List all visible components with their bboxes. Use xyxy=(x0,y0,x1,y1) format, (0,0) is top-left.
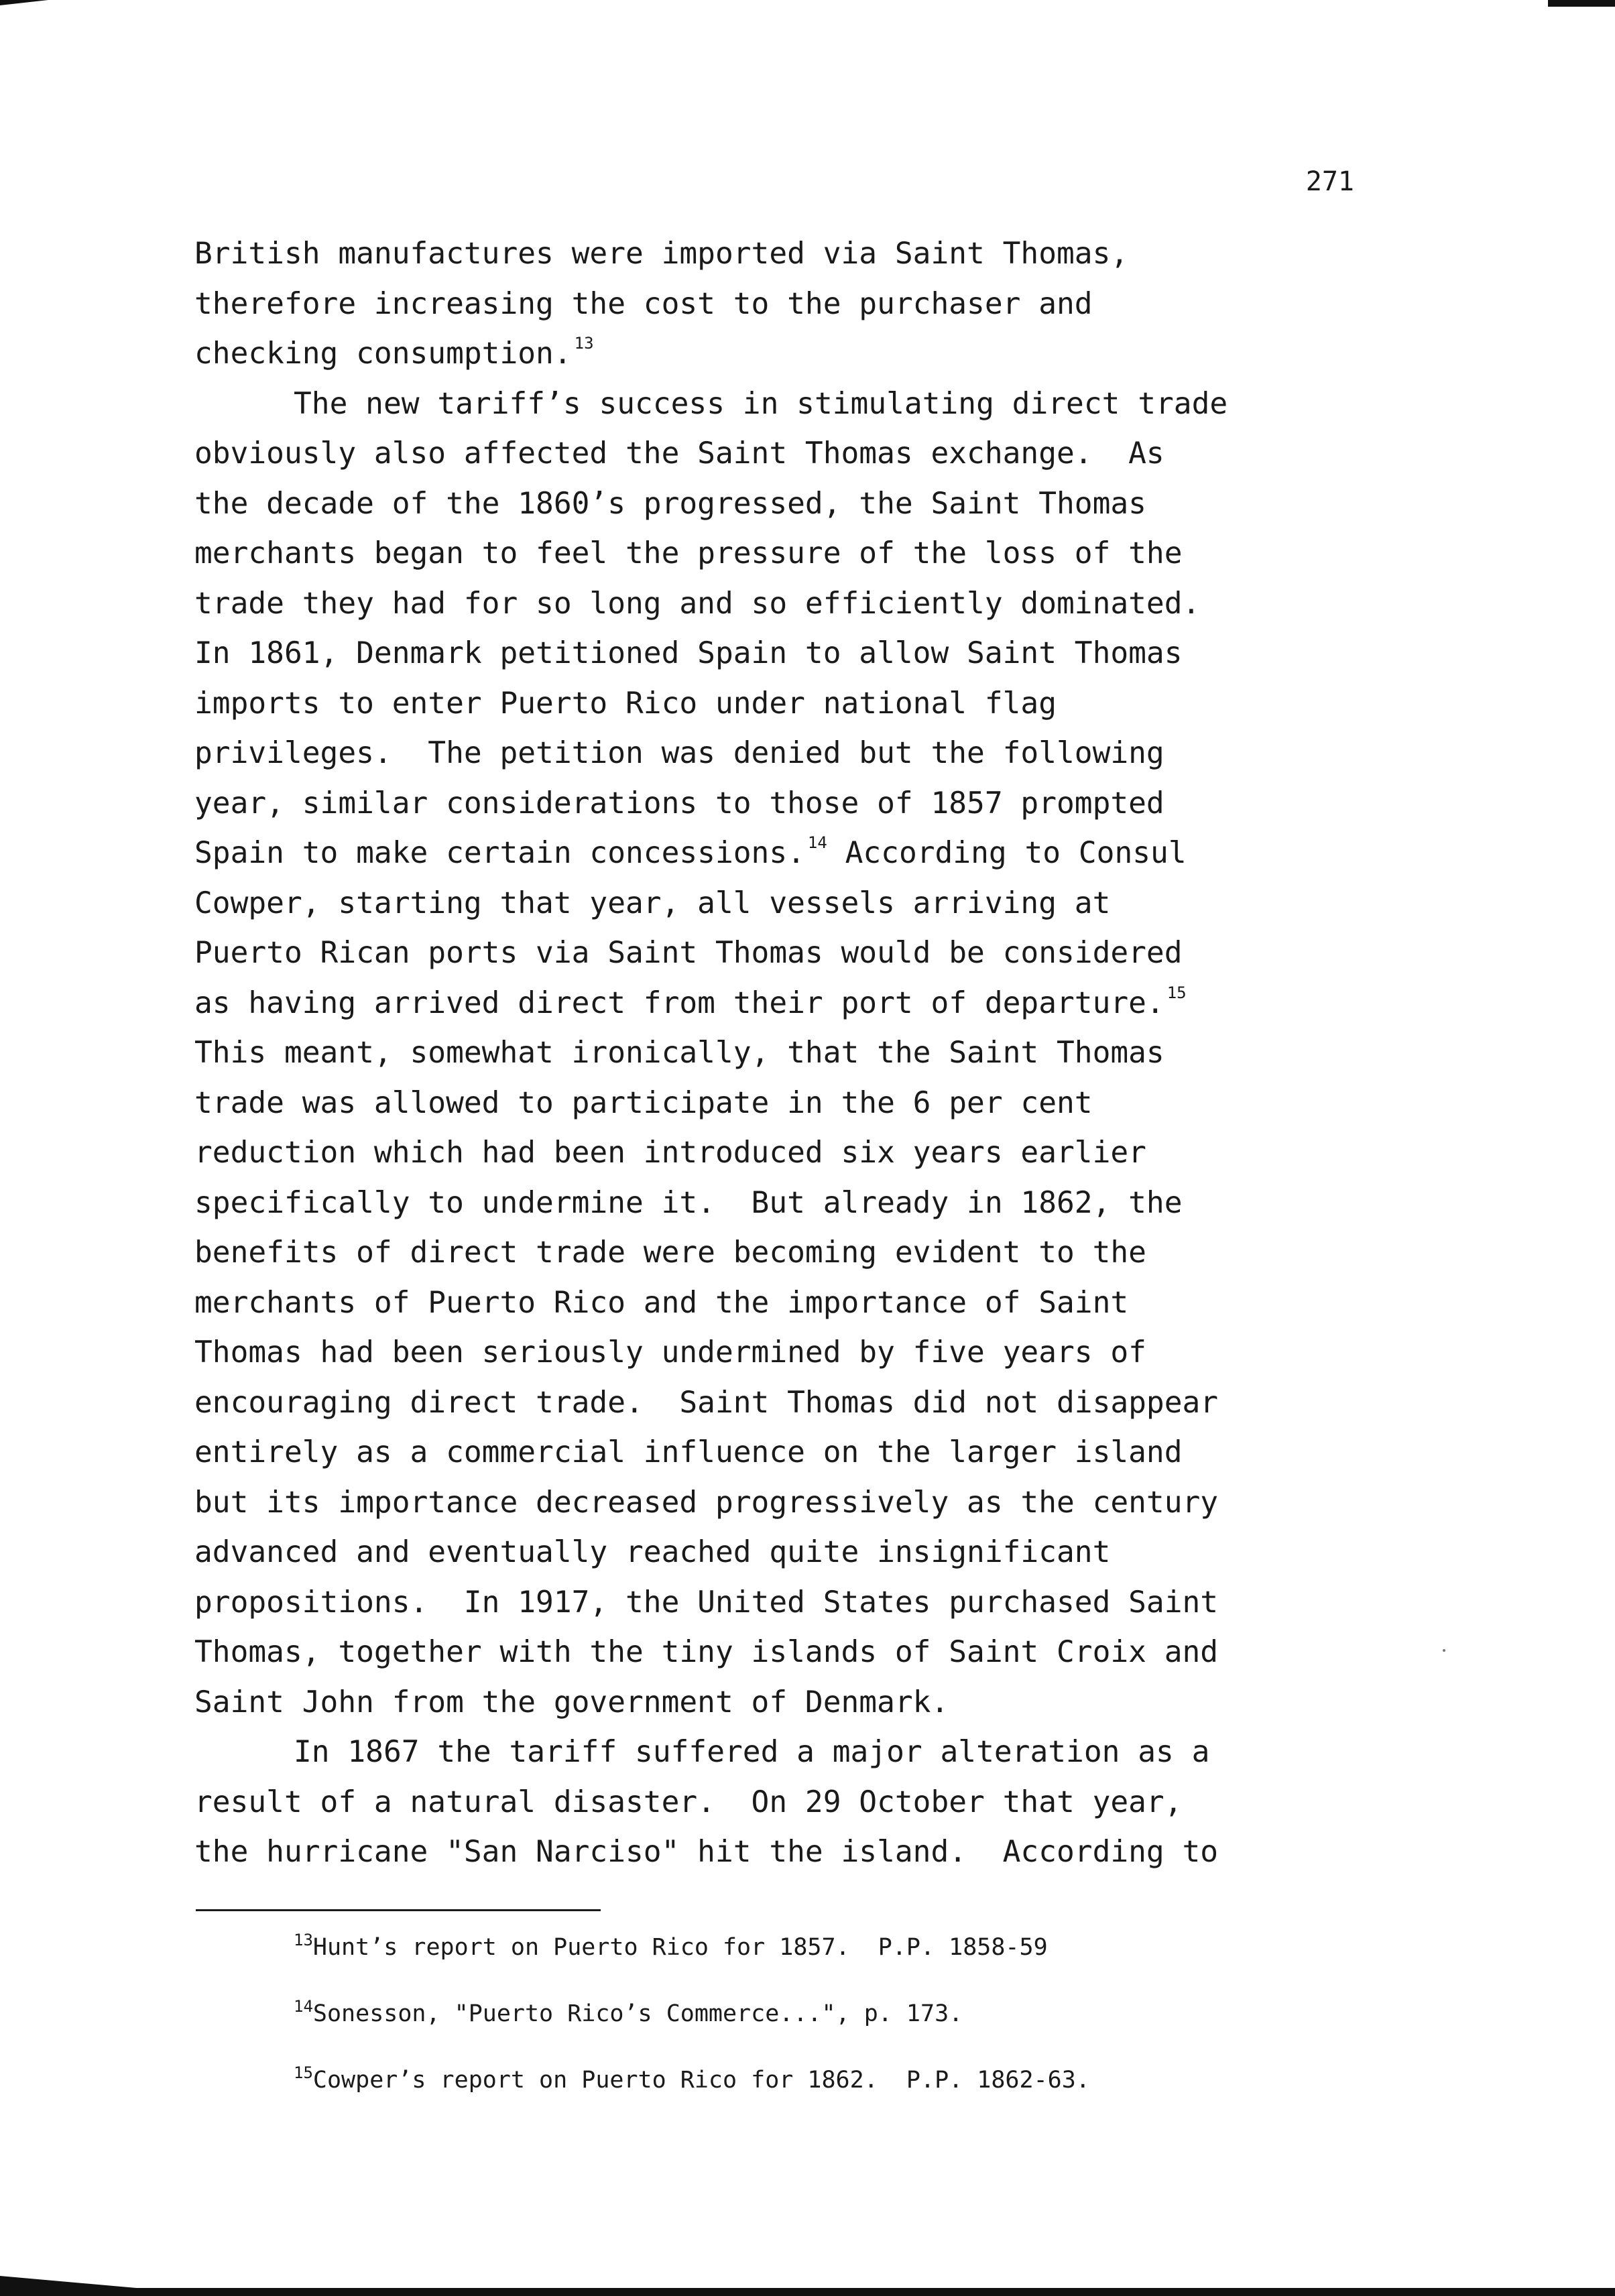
text-line-content: entirely as a commercial influence on the larger island xyxy=(194,1435,1183,1469)
text-line-content: but its importance decreased progressively as the century xyxy=(194,1485,1219,1520)
text-line xyxy=(194,829,1374,879)
footnote xyxy=(294,1997,1366,2027)
scan-edge-bar-bottom xyxy=(0,2269,1615,2296)
text-line xyxy=(194,1278,1374,1329)
text-line xyxy=(194,729,1374,779)
text-line xyxy=(194,1628,1374,1678)
text-line xyxy=(194,979,1374,1029)
text-line-content: checking consumption. xyxy=(194,337,572,371)
text-line-content: as having arrived direct from their port of departure. xyxy=(194,985,1164,1020)
text-line xyxy=(194,1028,1374,1079)
text-line xyxy=(194,1778,1374,1828)
scan-speck xyxy=(1443,1649,1445,1652)
footnote-reference[interactable]: 15 xyxy=(1167,983,1187,1002)
text-line xyxy=(194,1578,1374,1628)
text-line-content: privileges. The petition was denied but the following xyxy=(194,736,1164,770)
text-line xyxy=(194,1079,1374,1129)
text-line-content: benefits of direct trade were becoming evident to the xyxy=(194,1235,1146,1270)
text-line-content: In 1861, Denmark petitioned Spain to allow Saint Thomas xyxy=(194,636,1183,670)
body-text xyxy=(194,229,1374,1878)
text-line-continuation: According to Consul xyxy=(827,836,1187,870)
text-line-content: Thomas, together with the tiny islands of Saint Croix and xyxy=(194,1635,1219,1669)
text-line-content: In 1867 the tariff suffered a major alteration as a xyxy=(294,1735,1210,1769)
text-line-content: Saint John from the government of Denmark. xyxy=(194,1685,949,1719)
text-line xyxy=(194,229,1374,280)
text-line xyxy=(194,479,1374,530)
text-line xyxy=(194,1678,1374,1728)
text-line xyxy=(194,1128,1374,1179)
text-line-content: This meant, somewhat ironically, that the Saint Thomas xyxy=(194,1036,1164,1070)
text-line-content: Spain to make certain concessions. xyxy=(194,836,805,870)
text-line-content: result of a natural disaster. On 29 October that year, xyxy=(194,1785,1183,1819)
footnote-reference[interactable]: 14 xyxy=(807,833,827,852)
text-line xyxy=(194,1228,1374,1278)
footnote xyxy=(294,2063,1366,2094)
footnote-text: Cowper’s report on Puerto Rico for 1862. P.P. 1862-63. xyxy=(312,2067,1090,2094)
text-line xyxy=(194,629,1374,679)
text-line-content: specifically to undermine it. But already in 1862, the xyxy=(194,1185,1183,1220)
text-line-content: British manufactures were imported via Saint Thomas, xyxy=(194,237,1129,271)
text-line xyxy=(194,379,1374,430)
text-line xyxy=(194,280,1374,330)
text-line-content: therefore increasing the cost to the purchaser and xyxy=(194,286,1093,321)
text-line xyxy=(194,1428,1374,1478)
text-line xyxy=(194,529,1374,579)
footnote-number: 15 xyxy=(294,2063,313,2082)
text-line xyxy=(194,429,1374,479)
text-line xyxy=(194,1328,1374,1378)
text-line xyxy=(194,779,1374,829)
text-line xyxy=(194,928,1374,979)
footnotes xyxy=(294,1931,1366,2133)
text-line xyxy=(194,1478,1374,1528)
footnote-number: 14 xyxy=(294,1997,313,2016)
text-line-content: year, similar considerations to those of 1857 prompted xyxy=(194,786,1164,821)
text-line xyxy=(194,1728,1374,1778)
footnote-text: Sonesson, "Puerto Rico’s Commerce...", p. 173. xyxy=(312,2000,963,2027)
text-line xyxy=(194,1179,1374,1229)
text-line-content: merchants of Puerto Rico and the importance of Saint xyxy=(194,1285,1129,1320)
scan-edge-mark-top-left xyxy=(0,0,48,5)
text-line xyxy=(194,679,1374,729)
footnote-reference[interactable]: 13 xyxy=(574,334,594,353)
text-line xyxy=(194,879,1374,929)
text-line xyxy=(194,1378,1374,1429)
text-line-content: Puerto Rican ports via Saint Thomas would be considered xyxy=(194,936,1183,970)
text-line-content: merchants began to feel the pressure of the loss of the xyxy=(194,536,1183,570)
text-line-content: the decade of the 1860’s progressed, the Saint Thomas xyxy=(194,486,1146,521)
text-line-content: propositions. In 1917, the United States purchased Saint xyxy=(194,1585,1219,1620)
text-line-content: trade was allowed to participate in the 6 per cent xyxy=(194,1085,1093,1120)
footnote-number: 13 xyxy=(294,1931,313,1949)
text-line xyxy=(194,1827,1374,1878)
text-line-content: imports to enter Puerto Rico under national flag xyxy=(194,686,1057,721)
text-line-content: Thomas had been seriously undermined by five years of xyxy=(194,1335,1146,1370)
text-line-content: obviously also affected the Saint Thomas exchange. As xyxy=(194,436,1164,471)
text-line-content: encouraging direct trade. Saint Thomas did not disappear xyxy=(194,1385,1219,1420)
text-line-content: the hurricane "San Narciso" hit the island. According to xyxy=(194,1835,1219,1869)
footnote xyxy=(294,1931,1366,1961)
scan-edge-mark-top-right xyxy=(1548,0,1615,7)
text-line-content: reduction which had been introduced six years earlier xyxy=(194,1136,1146,1170)
text-line xyxy=(194,1528,1374,1578)
text-line-content: Cowper, starting that year, all vessels arriving at xyxy=(194,886,1111,920)
text-line xyxy=(194,579,1374,629)
page-number: 271 xyxy=(1305,166,1354,197)
text-line xyxy=(194,329,1374,379)
text-line-content: advanced and eventually reached quite insignificant xyxy=(194,1535,1111,1569)
footnote-text: Hunt’s report on Puerto Rico for 1857. P.P. 1858-59 xyxy=(312,1934,1048,1961)
text-line-content: trade they had for so long and so efficiently dominated. xyxy=(194,586,1201,621)
text-line-content: The new tariff’s success in stimulating direct trade xyxy=(294,386,1228,421)
footnote-separator xyxy=(196,1909,601,1911)
